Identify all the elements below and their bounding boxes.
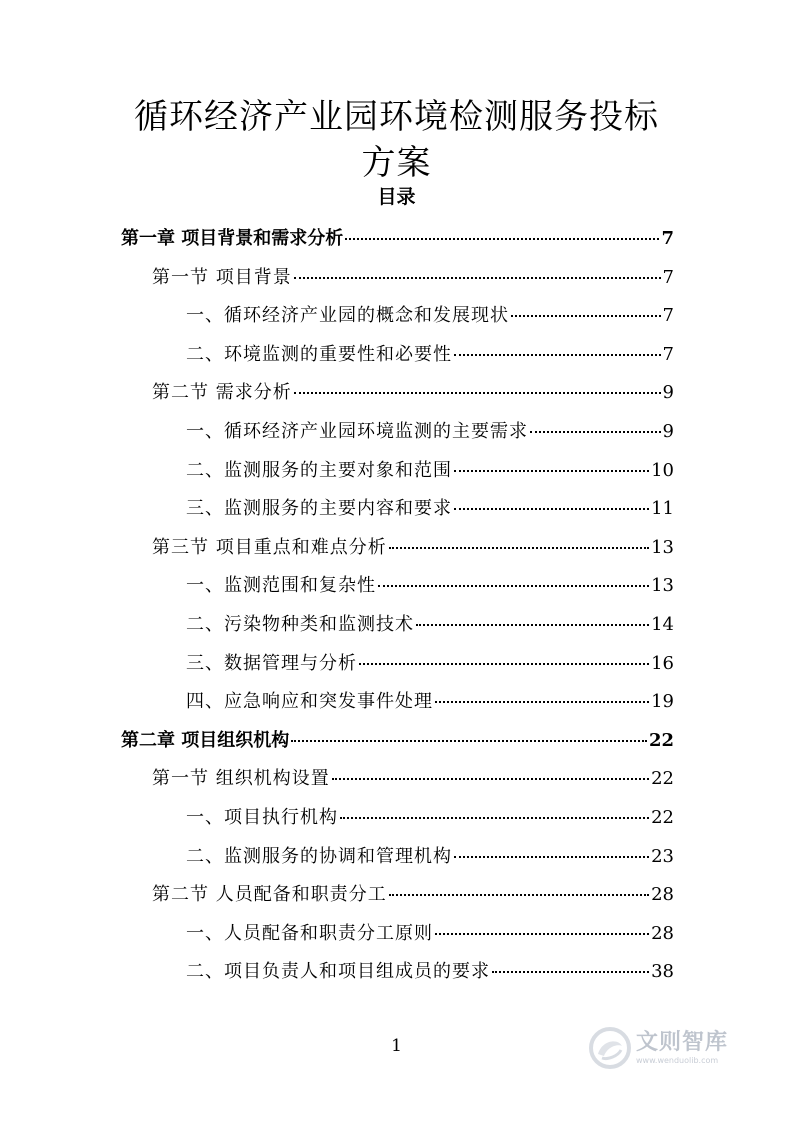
toc-entry-level-2[interactable] [152,527,674,565]
toc-dot-leader [435,677,649,703]
toc-entry-label: 一、人员配备和职责分工原则 [186,922,433,944]
toc-entry-level-3[interactable] [186,836,674,874]
toc-entry-level-3[interactable] [186,913,674,951]
toc-entry-page-number: 16 [651,652,674,674]
toc-entry-label: 第一节 组织机构设置 [152,768,330,790]
watermark-url: www.wenduolib.com [636,1056,719,1065]
toc-entry-page-number: 7 [661,228,674,249]
toc-entry-label: 第一节 项目背景 [152,266,292,288]
toc-entry-level-2[interactable] [152,758,674,796]
toc-entry-page-number: 19 [651,691,674,713]
toc-entry-level-2[interactable] [152,372,674,410]
toc-entry-page-number: 14 [651,614,674,635]
toc-entry-page-number: 28 [651,884,674,906]
toc-entry-label: 一、监测范围和复杂性 [186,575,376,597]
toc-entry-label: 第二节 人员配备和职责分工 [152,884,387,906]
toc-dot-leader [454,446,649,472]
toc-entry-page-number: 23 [651,845,674,867]
toc-entry-label: 一、循环经济产业园环境监测的主要需求 [186,421,528,442]
toc-entry-page-number: 22 [648,729,674,751]
toc-dot-leader [416,600,649,626]
document-title-line-1: 循环经济产业园环境检测服务投标 [134,97,659,137]
toc-dot-leader [378,561,649,587]
toc-entry-label: 二、监测服务的协调和管理机构 [186,845,452,867]
toc-entry-page-number: 28 [651,922,674,944]
toc-entry-page-number: 7 [662,343,674,365]
toc-entry-page-number: 10 [651,459,674,481]
toc-entry-label: 第二节 需求分析 [152,382,292,404]
toc-dot-leader [294,368,661,394]
toc-entry-label: 二、监测服务的主要对象和范围 [186,459,452,481]
toc-dot-leader [359,639,649,665]
toc-dot-leader [389,523,649,549]
toc-dot-leader [435,909,649,935]
document-title-line-2: 方案 [361,143,432,183]
toc-entry-level-3[interactable] [186,797,674,835]
watermark-logo [588,1018,748,1078]
toc-entry-level-3[interactable] [186,681,674,719]
toc-entry-level-3[interactable] [186,450,674,488]
toc-entry-page-number: 7 [662,266,674,288]
toc-entry-label: 第二章 项目组织机构 [121,729,290,751]
toc-dot-leader [454,484,649,510]
toc-entry-level-3[interactable] [186,411,674,449]
watermark-name: 文则智库 [636,1030,729,1055]
toc-entry-label: 二、项目负责人和项目组成员的要求 [186,961,490,983]
toc-dot-leader [332,754,649,780]
toc-entry-label: 一、循环经济产业园的概念和发展现状 [186,305,509,327]
watermark-swirl-icon [588,1026,632,1070]
toc-entry-page-number: 9 [662,421,674,442]
toc-entry-label: 二、环境监测的重要性和必要性 [186,343,452,365]
toc-entry-level-3[interactable] [186,643,674,681]
toc-entry-page-number: 11 [651,498,674,520]
toc-entry-level-3[interactable] [186,295,674,333]
toc-entry-level-3[interactable] [186,604,674,642]
toc-entry-level-3[interactable] [186,334,674,372]
toc-entry-page-number: 22 [651,768,674,790]
toc-heading: 目录 [377,186,416,208]
toc-dot-leader [340,793,649,819]
page-number: 1 [391,1036,402,1056]
toc-dot-leader [454,330,661,356]
toc-entry-level-3[interactable] [186,565,674,603]
toc-entry-page-number: 13 [651,575,674,597]
toc-entry-page-number: 22 [651,807,674,828]
toc-entry-level-3[interactable] [186,488,674,526]
toc-entry-label: 三、监测服务的主要内容和要求 [186,498,452,520]
toc-dot-leader [454,832,649,858]
toc-entry-level-1[interactable] [121,720,674,758]
toc-entry-label: 第一章 项目背景和需求分析 [121,228,344,249]
toc-entry-page-number: 13 [651,536,674,558]
toc-entry-level-1[interactable] [121,218,674,256]
toc-entry-label: 三、数据管理与分析 [186,652,357,674]
toc-entry-page-number: 7 [662,305,674,327]
toc-dot-leader [291,716,647,742]
toc-entry-level-3[interactable] [186,951,674,989]
toc-entry-label: 二、污染物种类和监测技术 [186,614,414,635]
toc-dot-leader [530,407,661,433]
toc-entry-label: 四、应急响应和突发事件处理 [186,691,433,713]
toc-dot-leader [294,253,661,279]
toc-dot-leader [389,870,649,896]
toc-dot-leader [511,291,661,317]
toc-entry-page-number: 9 [662,382,674,404]
toc-dot-leader [492,947,649,973]
toc-entry-level-2[interactable] [152,874,674,912]
toc-entry-label: 一、项目执行机构 [186,807,338,828]
document-title [100,94,693,186]
toc-entry-page-number: 38 [651,961,674,983]
toc-dot-leader [345,214,659,240]
toc-entry-level-2[interactable] [152,257,674,295]
toc-entry-label: 第三节 项目重点和难点分析 [152,536,387,558]
